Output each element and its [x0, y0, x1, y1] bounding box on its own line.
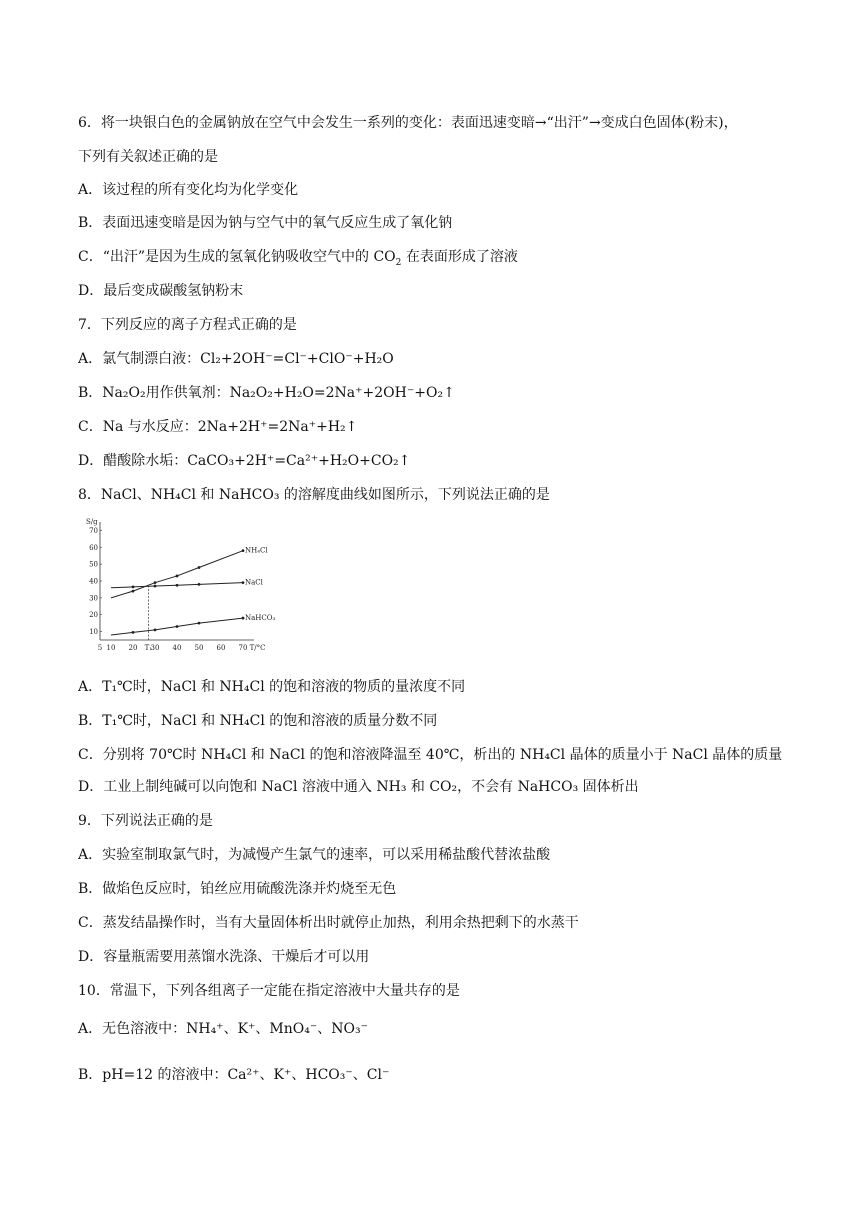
series-point	[154, 628, 157, 631]
series-point	[154, 585, 157, 588]
series-point	[242, 549, 245, 552]
series-point	[242, 617, 245, 620]
q9-option-c: C．蒸发结晶操作时，当有大量固体析出时就停止加热，利用余热把剩下的水蒸干	[78, 915, 579, 931]
q9-option-b: B．做焰色反应时，铂丝应用硫酸洗涤并灼烧至无色	[78, 881, 397, 897]
x-tick-label: 30	[150, 644, 160, 652]
series-point	[242, 581, 245, 584]
q8-option-b: B．T₁℃时，NaCl 和 NH₄Cl 的饱和溶液的质量分数不同	[78, 713, 438, 729]
q7-option-b: B．Na₂O₂用作供氧剂：Na₂O₂+H₂O=2Na⁺+2OH⁻+O₂↑	[78, 385, 455, 401]
y-tick-label: 30	[89, 594, 98, 603]
y-tick-label: 10	[89, 628, 98, 637]
y-tick-label: 40	[89, 577, 98, 586]
solubility-chart	[84, 516, 276, 658]
y-tick-label: 60	[89, 543, 98, 552]
series-line-0	[111, 551, 243, 598]
q8-stem: 8．NaCl、NH₄Cl 和 NaHCO₃ 的溶解度曲线如图所示，下列说法正确的是	[78, 487, 550, 503]
q10-option-b: B．pH=12 的溶液中：Ca²⁺、K⁺、HCO₃⁻、Cl⁻	[78, 1067, 390, 1083]
series-label: NaHCO₃	[245, 614, 276, 623]
x-tick-label: 70	[238, 644, 248, 652]
chart-axes	[100, 522, 254, 640]
series-point	[198, 622, 201, 625]
q6-stem-line2: 下列有关叙述正确的是	[78, 149, 218, 165]
y-tick-label: 70	[89, 526, 98, 535]
q10-option-a: A．无色溶液中：NH₄⁺、K⁺、MnO₄⁻、NO₃⁻	[78, 1021, 368, 1037]
series-point	[132, 590, 135, 593]
x-tick-label: 50	[194, 644, 204, 652]
q9-stem: 9．下列说法正确的是	[78, 813, 213, 829]
series-point	[176, 584, 179, 587]
q9-option-d: D．容量瓶需要用蒸馏水洗涤、干燥后才可以用	[78, 949, 370, 965]
series-point	[176, 575, 179, 578]
series-label: NaCl	[245, 578, 263, 587]
y-tick-label: 50	[89, 560, 98, 569]
series-label: NH₄Cl	[245, 546, 268, 555]
series-point	[132, 586, 135, 589]
q8-option-a: A．T₁℃时，NaCl 和 NH₄Cl 的饱和溶液的物质的量浓度不同	[78, 679, 466, 695]
x-tick-label: 10	[106, 644, 116, 652]
x-tick-label: 60	[216, 644, 226, 652]
q6-option-b: B．表面迅速变暗是因为钠与空气中的氧气反应生成了氧化钠	[78, 215, 453, 231]
y-tick-label: 20	[89, 611, 98, 620]
series-point	[132, 631, 135, 634]
q9-option-a: A．实验室制取氯气时，为减慢产生氯气的速率，可以采用稀盐酸代替浓盐酸	[78, 847, 551, 863]
series-point	[176, 625, 179, 628]
x-tick-label: 5	[97, 644, 103, 652]
x-tick-label: T₁	[144, 644, 153, 652]
q7-option-a: A．氯气制漂白液：Cl₂+2OH⁻=Cl⁻+ClO⁻+H₂O	[78, 351, 394, 367]
y-axis-label: S/g	[86, 518, 98, 526]
x-tick-label: 20	[128, 644, 138, 652]
series-point	[198, 566, 201, 569]
q10-stem: 10．常温下，下列各组离子一定能在指定溶液中大量共存的是	[78, 983, 460, 999]
q8-option-c: C．分别将 70℃时 NH₄Cl 和 NaCl 的饱和溶液降温至 40℃，析出的 NH₄Cl 晶体的质量小于 NaCl 晶体的质量	[78, 747, 783, 763]
series-point	[198, 583, 201, 586]
x-axis-label: T/°C	[249, 644, 266, 652]
q6-option-a: A．该过程的所有变化均为化学变化	[78, 182, 299, 198]
q7-stem: 7．下列反应的离子方程式正确的是	[78, 317, 297, 333]
series-point	[154, 581, 157, 584]
q6-option-c: C．“出汗”是因为生成的氢氧化钠吸收空气中的 $CO_2$ 在表面形成了溶液	[78, 249, 518, 268]
q7-option-d: D．醋酸除水垢：CaCO₃+2H⁺=Ca²⁺+H₂O+CO₂↑	[78, 453, 411, 469]
q6-option-d: D．最后变成碳酸氢钠粉末	[78, 283, 244, 299]
q7-option-c: C．Na 与水反应：2Na+2H⁺=2Na⁺+H₂↑	[78, 419, 358, 435]
q6-stem-line1: 6．将一块银白色的金属钠放在空气中会发生一系列的变化：表面迅速变暗→“出汗”→变成白色固体(粉末)，	[78, 115, 738, 131]
q8-option-d: D．工业上制纯碱可以向饱和 NaCl 溶液中通入 NH₃ 和 CO₂，不会有 NaHCO₃ 固体析出	[78, 779, 639, 795]
x-tick-label: 40	[172, 644, 182, 652]
